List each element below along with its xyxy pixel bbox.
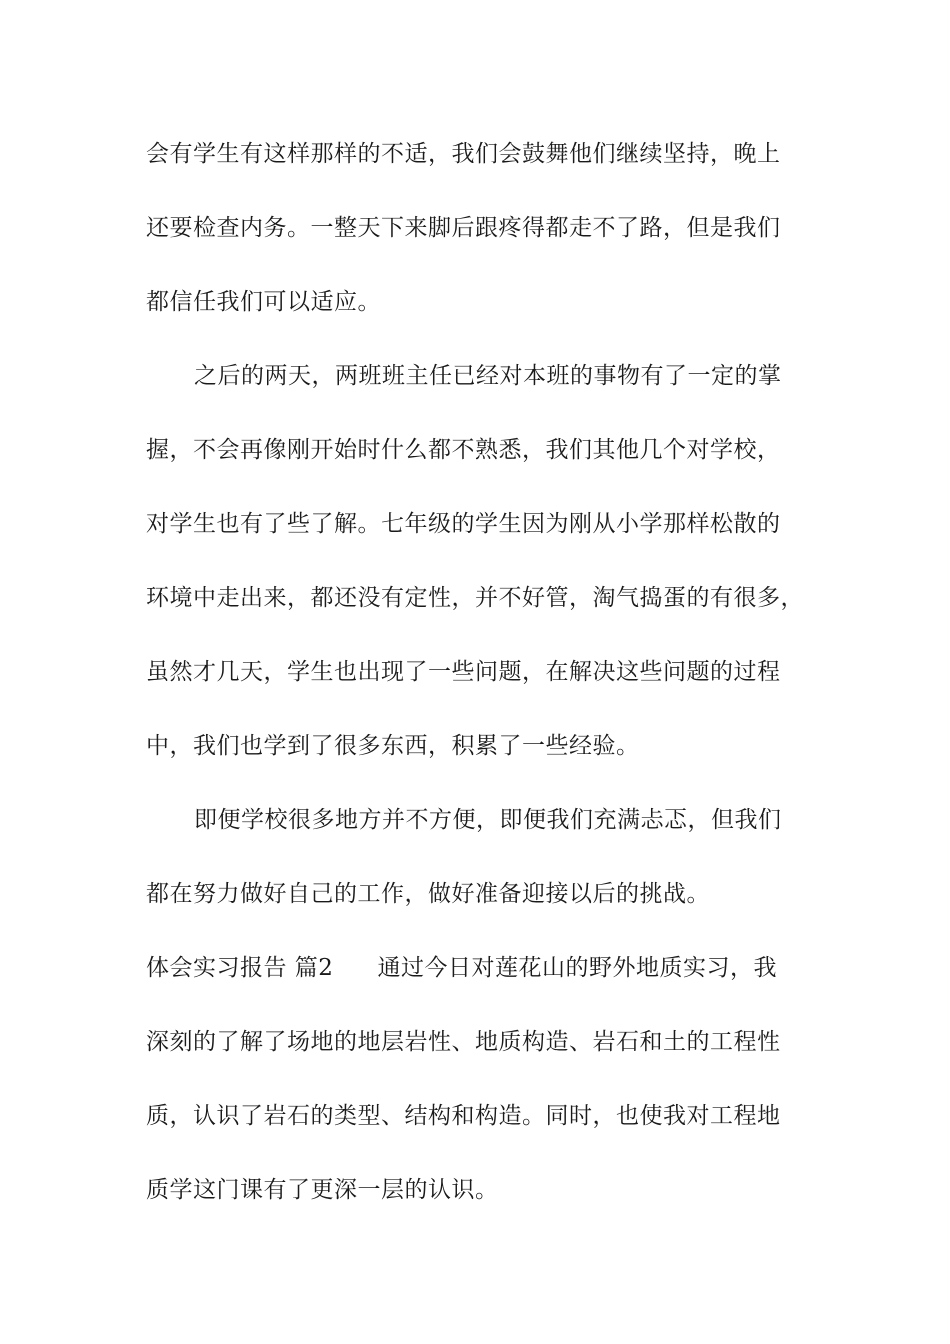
text-line: 都信任我们可以适应。 bbox=[146, 289, 381, 315]
text-line: 还要检查内务。一整天下来脚后跟疼得都走不了路，但是我们 bbox=[146, 215, 781, 241]
section-heading: 体会实习报告 篇2 bbox=[146, 955, 334, 981]
text-line: 深刻的了解了场地的地层岩性、地质构造、岩石和土的工程性 bbox=[146, 1029, 781, 1055]
paragraph-start-line: 之后的两天，两班班主任已经对本班的事物有了一定的掌 bbox=[194, 363, 782, 389]
section-heading-line bbox=[146, 942, 826, 1016]
document-body bbox=[146, 128, 826, 1238]
paragraph-start-line: 即便学校很多地方并不方便，即便我们充满忐忑，但我们 bbox=[194, 807, 782, 833]
text-line: 对学生也有了些了解。七年级的学生因为刚从小学那样松散的 bbox=[146, 511, 781, 537]
section-first-text: 通过今日对莲花山的野外地质实习，我 bbox=[377, 955, 777, 981]
text-line: 握，不会再像刚开始时什么都不熟悉，我们其他几个对学校， bbox=[146, 437, 781, 463]
text-line: 虽然才几天，学生也出现了一些问题，在解决这些问题的过程 bbox=[146, 659, 781, 685]
text-line: 都在努力做好自己的工作，做好准备迎接以后的挑战。 bbox=[146, 881, 710, 907]
text-line: 质，认识了岩石的类型、结构和构造。同时，也使我对工程地 bbox=[146, 1103, 781, 1129]
text-line: 会有学生有这样那样的不适，我们会鼓舞他们继续坚持，晚上 bbox=[146, 141, 781, 167]
text-line: 环境中走出来，都还没有定性，并不好管，淘气捣蛋的有很多， bbox=[146, 585, 804, 611]
text-line: 中，我们也学到了很多东西，积累了一些经验。 bbox=[146, 733, 640, 759]
text-line: 质学这门课有了更深一层的认识。 bbox=[146, 1177, 499, 1203]
